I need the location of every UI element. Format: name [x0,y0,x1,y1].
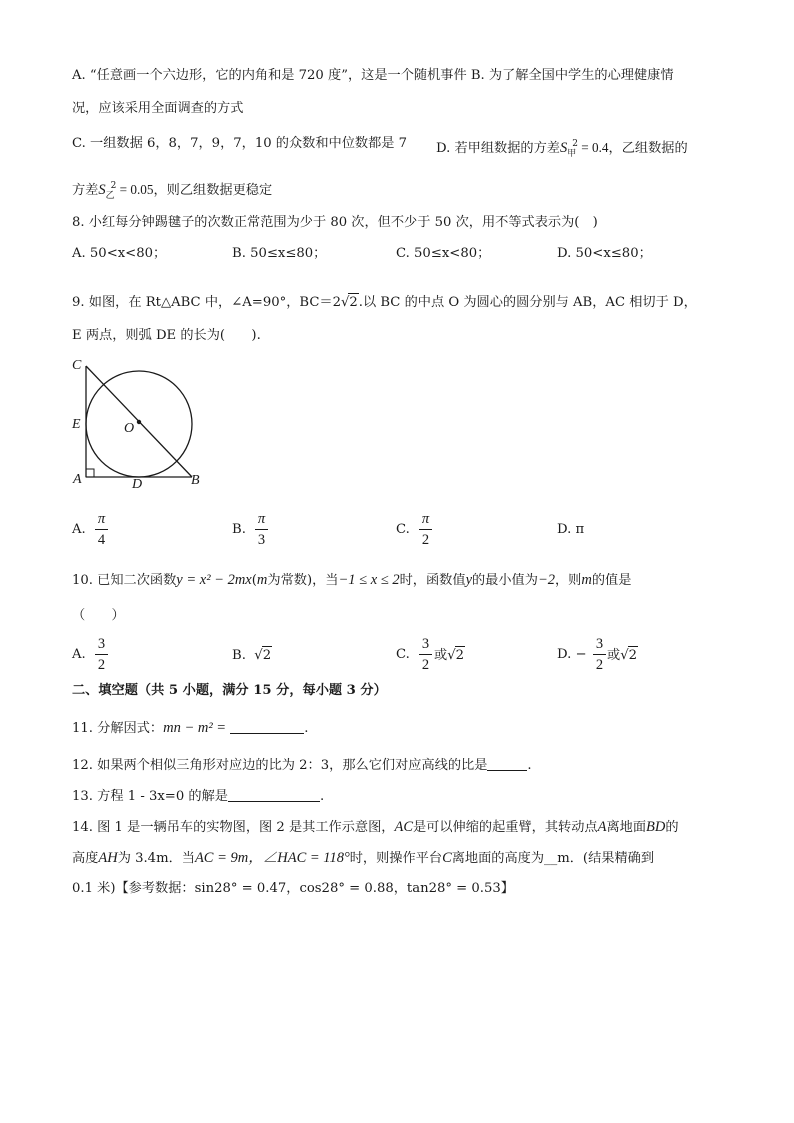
section-heading-fill-in: 二、填空题（共 5 小题，满分 15 分，每小题 3 分） [72,683,387,698]
q9-stem: 9. 如图，在 Rt△ABC 中，∠A=90°，BC＝2√2.以 BC 的中点 O 为圆心的圆分别与 AB，AC 相切于 D， [72,295,697,310]
sqrt-symbol: √2 [620,648,637,663]
center-point-o [137,420,141,424]
q14-line-1: 14. 图 1 是一辆吊车的实物图，图 2 是其工作示意图，AC是可以伸缩的起重臂，其转动点A离地面BD的 [72,819,679,835]
q9-option-a-fraction: π 4 [95,511,108,548]
q10-option-d-fraction: 3 2 [593,636,606,673]
q10-option-c-fraction: 3 2 [419,636,432,673]
q8-option-c: C. 50≤x<80； [396,246,491,261]
q10-option-a-label: A. [72,647,86,662]
q12: 12. 如果两个相似三角形对应边的比为 2：3，那么它们对应高线的比是 . [72,758,532,773]
q9-option-c-label: C. [396,522,410,537]
q10-option-b: B. √2 [232,648,272,663]
q7-option-d: D. 若甲组数据的方差$S_甲^2 = 0.4$，乙组数据的 [436,139,688,159]
q7-option-d-cont: 方差$S_乙^2 = 0.05$，则乙组数据更稳定 [72,181,273,201]
label-o: O [124,421,135,436]
sqrt-symbol: √2 [341,295,358,310]
q9-option-a-label: A. [72,522,86,537]
q10-option-d-label: D. − [557,647,587,662]
label-c: C [72,358,82,373]
right-angle-mark [86,469,94,477]
sqrt-symbol: √2 [447,648,464,663]
label-a: A [73,472,82,487]
label-b: B [191,473,200,488]
q13: 13. 方程 1 - 3x=0 的解是 . [72,789,325,804]
q7-option-a: A. “任意画一个六边形，它的内角和是 720 度”，这是一个随机事件 B. 为了解全国中学生的心理健康情 [72,68,674,83]
q11: 11. 分解因式：mn − m² = . [72,720,309,736]
q8-stem: 8. 小红每分钟踢毽子的次数正常范围为少于 80 次，但不少于 50 次，用不等式表示为( ) [72,215,598,230]
q10-option-c-rest: 或√2 [434,648,464,663]
q10-option-a-fraction: 3 2 [95,636,108,673]
q9-option-b-label: B. [232,522,246,537]
q14-line-3: 0.1 米)【参考数据：sin28° = 0.47，cos28° = 0.88，tan28° = 0.53】 [72,881,514,896]
answer-blank[interactable] [228,787,320,802]
q7-option-c: C. 一组数据 6，8，7，9，7，10 的众数和中位数都是 7 [72,136,408,151]
q9-figure [66,352,216,492]
q10-stem: 10. 已知二次函数y = x² − 2mx(m为常数)，当−1 ≤ x ≤ 2时，函数值y的最小值为−2，则m的值是 [72,572,632,588]
q7-option-b-cont: 况，应该采用全面调查的方式 [72,101,244,116]
q9-option-b-fraction: π 3 [255,511,268,548]
q9-stem-cont: E 两点，则弧 DE 的长为( ). [72,328,261,343]
q8-option-a: A. 50<x<80； [72,246,167,261]
label-e: E [72,417,81,432]
q9-option-d: D. π [557,522,585,537]
sqrt-symbol: √2 [254,648,272,663]
label-d: D [132,477,143,492]
q8-option-d: D. 50<x≤80； [557,246,652,261]
q10-stem-cont: （ ） [72,608,125,623]
q14-line-2: 高度AH为 3.4m．当AC = 9m，∠HAC = 118°时，则操作平台C离地面的高度为__m．(结果精确到 [72,850,655,866]
q10-option-d-rest: 或√2 [607,648,637,663]
q9-option-c-fraction: π 2 [419,511,432,548]
answer-blank[interactable] [230,719,304,734]
q10-option-c-label: C. [396,647,410,662]
answer-blank[interactable] [487,756,527,771]
q8-option-b: B. 50≤x≤80； [232,246,327,261]
